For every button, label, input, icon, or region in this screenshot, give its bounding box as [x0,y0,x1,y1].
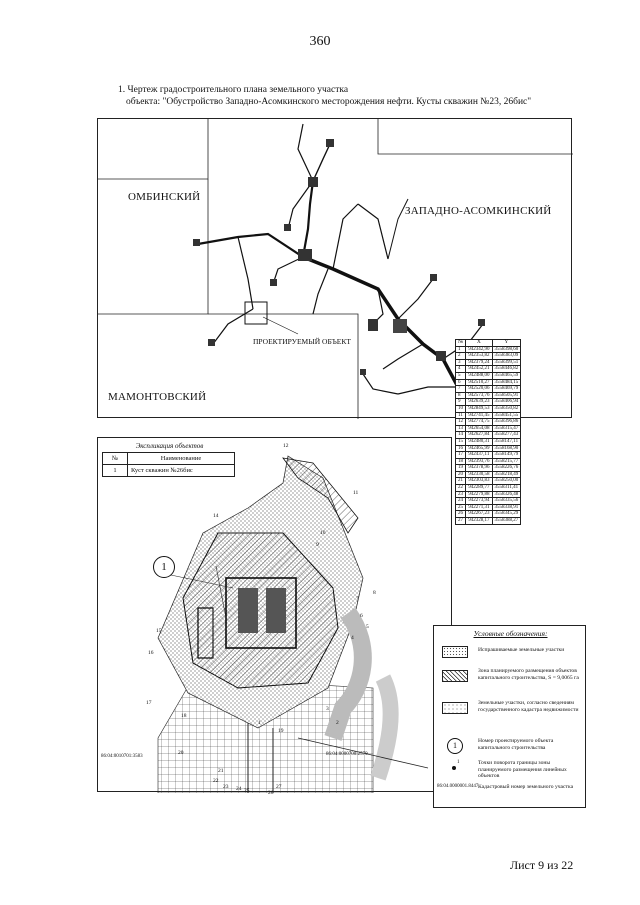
well-pad [284,224,291,231]
coords-row [456,511,521,518]
coords-cell: 8 [456,392,466,399]
coords-cell: 4 [456,366,466,373]
boundary-point-label: 4 [351,635,354,641]
coords-cell: 942465,99 [466,445,492,452]
pipeline [273,257,303,284]
page-number: 360 [309,34,331,49]
boundary-point-label: 22 [213,778,219,784]
boundary-point-label: 9 [316,542,319,548]
coords-cell: 942774,75 [466,419,492,426]
legend-item: Испрашиваемые земельные участки [478,647,565,653]
coords-cell: 3558149,79 [492,452,521,459]
boundary-point-label: 20 [178,750,184,756]
coords-row [456,405,521,412]
well-pad [308,177,318,187]
coords-row [456,491,521,498]
coords-cell: 3558168,90 [492,445,521,452]
coords-cell: 3558218,49 [492,471,521,478]
legend-cadastral-example: 86:04.0000001.8447 [437,784,479,789]
object-marker: 1 [153,556,175,578]
well-pad [360,369,366,375]
coords-cell: 23 [456,491,466,498]
boundary-point-label: 17 [146,700,152,706]
coords-body [456,346,521,524]
boundary-point-label: 7 [356,596,359,602]
coords-cell: 21 [456,478,466,485]
coords-cell: 12 [456,419,466,426]
coords-cell: 3558396,86 [492,419,521,426]
coords-cell: 942271,31 [466,504,492,511]
boundary-point-label: 12 [283,443,289,449]
coords-cell: 942378,96 [466,465,492,472]
pipeline [313,269,328,314]
boundary-point-label: 2 [336,720,339,726]
coords-cell: 3558469,79 [492,386,521,393]
coords-cell: 942480,31 [466,438,492,445]
coords-cell: 942488,00 [466,372,492,379]
coords-cell: 942342,90 [466,346,492,353]
coords-cell: 942654,08 [466,425,492,432]
well-pad [478,319,485,326]
coords-cell: 3558345,29 [492,511,521,518]
coords-cell: 3 [456,359,466,366]
legend [433,625,586,808]
pipeline [298,124,313,181]
pipeline [398,279,433,319]
cadastral-number: 86:04:0000700:2579 [326,752,368,757]
coords-row [456,452,521,459]
coords-header: X [466,340,492,347]
boundary-point-label: 16 [148,650,154,656]
well-pad [298,249,312,261]
well-pad [430,274,437,281]
coords-cell: 7 [456,386,466,393]
legend-item: Точки поворота границы зоны планируемого размещения линейных объектов [478,760,567,779]
coords-cell: 3558326,48 [492,491,521,498]
project-object-label: ПРОЕКТИРУЕМЫЙ ОБЪЕКТ [253,337,351,346]
coords-cell: 942627,84 [466,432,492,439]
coords-cell: 22 [456,485,466,492]
sheet-number: Лист 9 из 22 [510,858,574,872]
coords-cell: 942303,83 [466,478,492,485]
boundary-point-label: 23 [223,784,229,790]
pad-structure [266,588,286,633]
coords-cell: 3558398,60 [492,346,521,353]
pipeline [238,237,253,309]
expl-header: Наименование [128,453,235,465]
coords-cell: 3558399,51 [492,359,521,366]
well-pad [208,339,215,346]
coords-cell: 3558338,91 [492,504,521,511]
coords-cell: 3558315,47 [492,425,521,432]
boundary-point-label: 27 [276,784,282,790]
coords-cell: 24 [456,498,466,505]
boundary-point-label: 15 [156,628,162,634]
coords-cell: 3558446,82 [492,366,521,373]
region-label: ОМБИНСКИЙ [128,191,201,203]
coords-row [456,498,521,505]
coords-cell: 14 [456,432,466,439]
boundary-point-label: 26 [268,790,274,796]
coords-row [456,366,521,373]
well-pad [368,319,378,331]
boundary-point-label: 10 [320,530,326,536]
explication-table [102,452,235,477]
coords-cell: 3558226,76 [492,465,521,472]
boundary-point-label: 19 [278,728,284,734]
coords-row [456,478,521,485]
legend-title: Условные обозначения: [473,629,548,638]
coords-row [456,379,521,386]
coords-header: Y [492,340,521,347]
coords-cell: 9 [456,399,466,406]
legend-symbol-hatch [442,670,468,682]
coords-cell: 942639,23 [466,399,492,406]
coords-cell: 942393,76 [466,458,492,465]
plan-heading-line1: 1. Чертеж градостроительного плана земельного участка [118,85,349,95]
coords-row [456,372,521,379]
coords-cell: 3558335,56 [492,498,521,505]
coords-cell: 942328,17 [466,518,492,525]
coords-cell: 942452,21 [466,366,492,373]
legend-point-dot [452,766,456,770]
road-curve [378,678,391,778]
coords-cell: 18 [456,458,466,465]
coords-row [456,346,521,353]
coords-cell: 3558406,94 [492,399,521,406]
pipeline [363,374,398,394]
boundary-line [208,314,358,419]
coords-row [456,353,521,360]
well-pad [270,279,277,286]
boundary-point-label: 18 [181,713,187,719]
boundary-point-label: 11 [353,490,359,496]
coords-row [456,425,521,432]
legend-symbol-dots [442,646,468,658]
coords-row [456,504,521,511]
coords-cell: 3558215,77 [492,458,521,465]
region-label: ЗАПАДНО-АСОМКИНСКИЙ [405,205,552,217]
coords-row [456,458,521,465]
legend-point-number: 1 [457,760,460,765]
coords-cell: 942267,23 [466,511,492,518]
coords-cell: 5 [456,372,466,379]
boundary-point-label: 14 [213,513,219,519]
boundary-point-label: 6 [360,613,363,619]
coords-cell: 3558465,59 [492,372,521,379]
boundary-point-label: 21 [218,768,224,774]
coords-cell: 26 [456,511,466,518]
coordinates-table [455,339,521,525]
coords-row [456,386,521,393]
coords-cell: 942437,11 [466,452,492,459]
boundary-line [98,119,208,179]
expl-cell: Куст скважин №26бис [128,465,235,477]
legend-item: Кадастровый номер земельного участка [478,784,574,790]
coords-cell: 3558388,27 [492,518,521,525]
pipeline [333,204,358,269]
coords-cell: 942849,53 [466,405,492,412]
coords-cell: 3558451,55 [492,412,521,419]
cadastral-number: 86:04:0010701:3583 [101,754,143,759]
coords-cell: 942289,77 [466,485,492,492]
pipeline [398,387,458,394]
coords-header: № [456,340,466,347]
coords-cell: 942510,27 [466,379,492,386]
coords-cell: 20 [456,471,466,478]
coords-cell: 942330,58 [466,471,492,478]
coords-cell: 3558311,41 [492,485,521,492]
coords-cell: 3558250,00 [492,478,521,485]
detail-plan-drawing [98,438,453,793]
legend-item: Зона планируемого размещения объектов капитального строительства, S = 9,0065 га [478,668,579,681]
coords-cell: 942741,45 [466,412,492,419]
legend-item: Номер проектируемого объекта капитального строительства [478,738,554,751]
road [198,234,303,257]
coords-cell: 27 [456,518,466,525]
boundary-point-label: 1 [258,720,261,726]
coords-cell: 11 [456,412,466,419]
coords-row [456,412,521,419]
coords-cell: 3558484,15 [492,379,521,386]
plan-heading-line2: объекта: "Обустройство Западно-Асомкинского месторождения нефти. Кусты скважин №23, 26бис" [126,97,532,107]
well-pad [393,319,407,333]
coords-row [456,465,521,472]
coords-cell: 17 [456,452,466,459]
boundary-point-label: 8 [373,590,376,596]
coords-cell: 942573,76 [466,392,492,399]
well-pad [193,239,200,246]
coords-cell: 3558505,91 [492,392,521,399]
coords-cell: 19 [456,465,466,472]
coords-cell: 25 [456,504,466,511]
coords-cell: 942379,24 [466,359,492,366]
detail-plan [97,437,452,796]
coords-row [456,445,521,452]
coords-row [456,392,521,399]
coords-cell: 942279,88 [466,491,492,498]
legend-marker-circle: 1 [447,738,463,754]
coords-row [456,359,521,366]
pipeline [313,144,330,181]
project-object-frame [245,302,267,324]
coords-cell: 6 [456,379,466,386]
boundary-point-label: 25 [244,788,250,794]
expl-cell: 1 [103,465,128,477]
expl-header: № [103,453,128,465]
coords-row [456,432,521,439]
pipeline [383,344,423,369]
legend-symbol-cadastre [442,702,468,714]
explication-title: Экспликация объектов [135,442,204,450]
pipeline [358,204,388,259]
coords-cell: 3558383,09 [492,353,521,360]
well-pad [326,139,334,147]
boundary-point-label: 24 [236,786,242,792]
callout-line [263,317,298,334]
pad-structure [238,588,258,633]
coords-cell: 942353,82 [466,353,492,360]
coords-cell: 13 [456,425,466,432]
boundary-point-label: 5 [366,624,369,630]
coords-row [456,438,521,445]
coords-cell: 942520,06 [466,386,492,393]
coords-row [456,518,521,525]
coords-cell: 10 [456,405,466,412]
coords-row [456,399,521,406]
coords-row [456,471,521,478]
coords-cell: 1 [456,346,466,353]
coords-cell: 16 [456,445,466,452]
boundary-point-label: 3 [326,706,329,712]
coords-cell: 2 [456,353,466,360]
boundary-line [378,119,573,154]
coords-row [456,419,521,426]
coords-cell: 15 [456,438,466,445]
coords-cell: 3558277,43 [492,432,521,439]
well-pad [436,351,446,361]
region-label: МАМОНТОВСКИЙ [108,391,207,403]
legend-item: Земельные участки, согласно сведениям государственного кадастра недвижимости [478,700,579,713]
coords-row [456,485,521,492]
coords-cell: 3558350,82 [492,405,521,412]
coords-cell: 3558147,11 [492,438,521,445]
coords-cell: 942273,94 [466,498,492,505]
plan-heading [118,84,531,108]
